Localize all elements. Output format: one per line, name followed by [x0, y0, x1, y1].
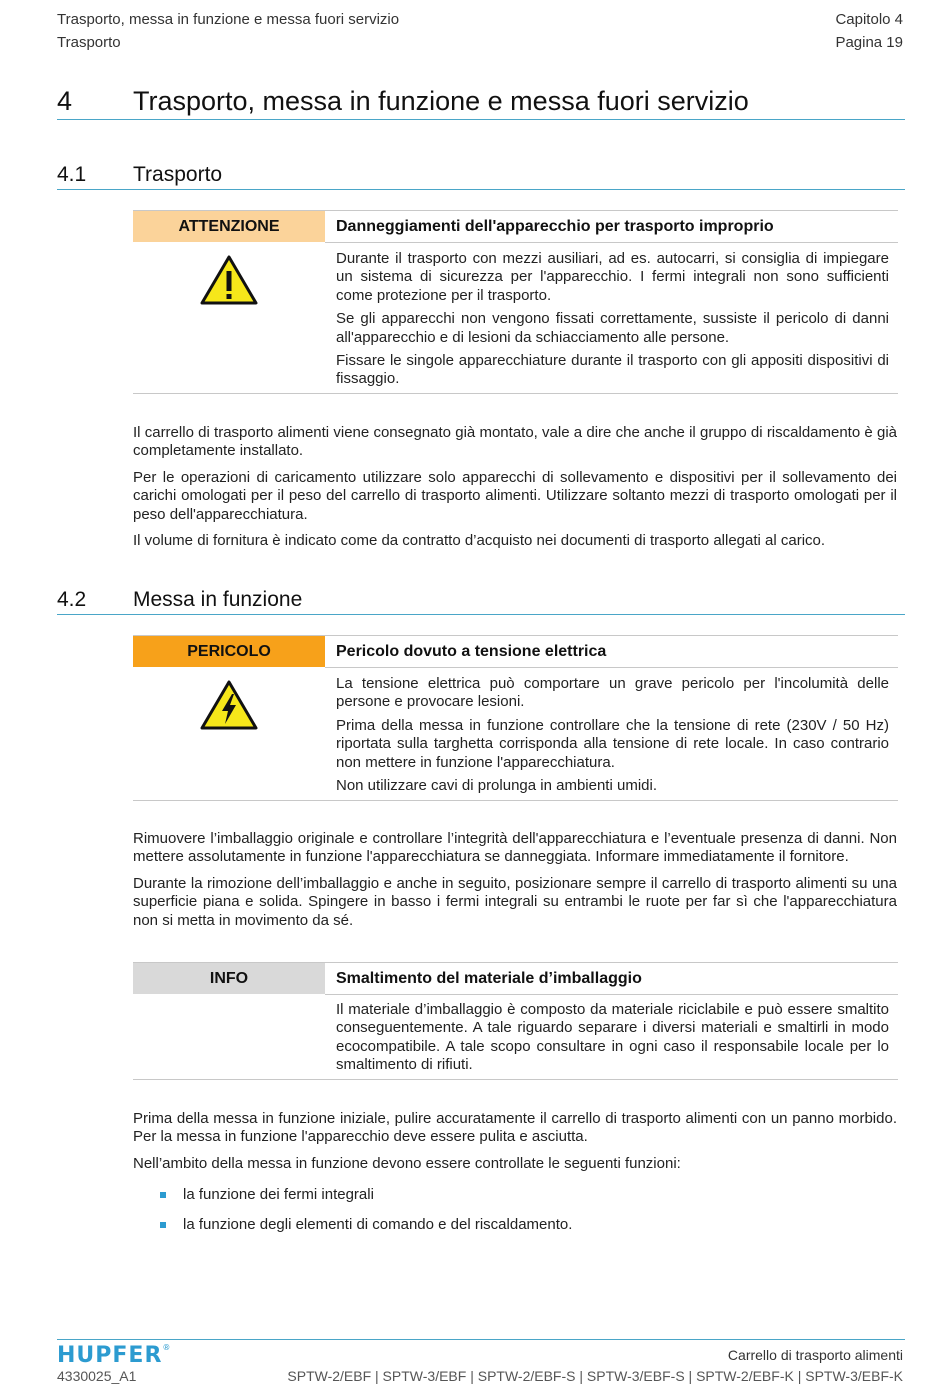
final-text: [133, 1110, 897, 1173]
registered-mark: ®: [162, 1343, 172, 1352]
info-paragraph-1: Il materiale d’imballaggio è composto da materiale riciclabile e può essere smaltito conseguentemente. A tale riguardo separare i diversi materiali e smaltirli in modo ecocompatibile. A tale scopo consultare in ogni caso il responsabile locale per lo smaltimento di rifiuti.: [336, 1001, 889, 1074]
hupfer-logo: [57, 1343, 171, 1368]
danger-title: Pericolo dovuto a tensione elettrica: [336, 643, 607, 660]
section-41-title: Trasporto: [133, 163, 223, 186]
info-title: Smaltimento del materiale d’imballaggio: [336, 970, 642, 987]
list-item-text: la funzione dei fermi integrali: [183, 1186, 374, 1203]
heading1-rule: [57, 119, 905, 120]
high-voltage-icon: [200, 680, 258, 735]
section-42-rule: [57, 614, 905, 615]
info-box: [133, 962, 898, 1081]
attention-paragraph-3: Fissare le singole apparecchiature durante il trasporto con gli appositi dispositivi di fissaggio.: [336, 352, 889, 388]
attention-title: Danneggiamenti dell'apparecchio per trasporto improprio: [336, 218, 774, 235]
footer-models: SPTW-2/EBF | SPTW-3/EBF | SPTW-2/EBF-S | SPTW-3/EBF-S | SPTW-2/EBF-K | SPTW-3/EBF-K: [287, 1368, 903, 1384]
final-paragraph-2: Nell’ambito della messa in funzione devono essere controllate le seguenti funzioni:: [133, 1154, 681, 1172]
attention-label: ATTENZIONE: [133, 211, 325, 242]
footer-product: Carrello di trasporto alimenti: [727, 1347, 903, 1363]
section-41-number: 4.1: [57, 163, 87, 186]
list-item-text: la funzione degli elementi di comando e del riscaldamento.: [183, 1216, 573, 1233]
header-chapter-title: Trasporto, messa in funzione e messa fuori servizio: [57, 11, 400, 28]
final-paragraph-1: Prima della messa in funzione iniziale, pulire accuratamente il carrello di trasporto alimenti con un panno morbido. Per la messa in funzione l'apparecchio deve essere pulita e asciutta.: [133, 1110, 897, 1146]
transport-paragraph-2: Per le operazioni di caricamento utilizzare solo apparecchi di sollevamento e dispositivi per il sollevamento dei carichi omologati per il peso del carrello di trasporto alimenti. Utilizzare soltanto mezzi di trasporto omologati per il peso dell'apparecchiatura.: [133, 468, 897, 523]
heading1-title: Trasporto, messa in funzione e messa fuori servizio: [133, 86, 749, 116]
transport-paragraph-1: Il carrello di trasporto alimenti viene consegnato già montato, vale a dire che anche il gruppo di riscaldamento è già completamente installato.: [133, 424, 897, 460]
attention-box: [133, 210, 898, 395]
attention-body: [336, 250, 889, 394]
danger-paragraph-2: Prima della messa in funzione controllare che la tensione di rete (230V / 50 Hz) riportata sulla targhetta corrisponda alla tensione di rete locale. In caso contrario non mettere in funzione l'apparecchiatura.: [336, 716, 889, 771]
section-41-rule: [57, 189, 905, 190]
danger-paragraph-1: La tensione elettrica può comportare un grave pericolo per l'incolumità delle persone e provocare lesioni.: [336, 675, 889, 711]
logo-text: HUPFER: [57, 1343, 163, 1368]
function-checklist: [133, 1186, 897, 1246]
danger-paragraph-3: Non utilizzare cavi di prolunga in ambienti umidi.: [336, 777, 657, 795]
list-item: [133, 1216, 897, 1246]
attention-paragraph-1: Durante il trasporto con mezzi ausiliari, ad es. autocarri, si consiglia di impiegare un sistema di sicurezza per l'apparecchio. I fermi integrali non sono sufficienti come protezione per il trasporto.: [336, 250, 889, 304]
header-chapter-label: Capitolo 4: [835, 11, 903, 28]
warning-exclamation-icon: [200, 255, 258, 310]
transport-text: [133, 424, 897, 550]
header-page-label: Pagina 19: [835, 34, 903, 51]
setup-paragraph-1: Rimuovere l’imballaggio originale e controllare l’integrità dell'apparecchiatura e l’eventuale presenza di danni. Non mettere assolutamente in funzione l'apparecchiatura se danneggiata. Informare immediatamente il fornitore.: [133, 830, 897, 866]
danger-label: PERICOLO: [133, 636, 325, 667]
list-item: [133, 1186, 897, 1216]
danger-body: [336, 675, 889, 800]
heading1-number: 4: [57, 86, 73, 116]
section-42-number: 4.2: [57, 588, 87, 611]
footer-rule: [57, 1339, 905, 1340]
info-label: INFO: [133, 963, 325, 994]
section-42-title: Messa in funzione: [133, 588, 303, 611]
footer-doc-number: 4330025_A1: [57, 1368, 137, 1384]
bullet-square-icon: [160, 1222, 166, 1228]
setup-paragraph-2: Durante la rimozione dell’imballaggio e anche in seguito, posizionare sempre il carrello di trasporto alimenti su una superficie piana e solida. Spingere in basso i fermi integrali su entrambi le ruote per far sì che l'apparecchiatura non si metta in movimento da sé.: [133, 874, 897, 929]
info-body: [336, 1001, 889, 1080]
danger-box: [133, 635, 898, 802]
setup-text: [133, 830, 897, 930]
header-section: Trasporto: [57, 34, 121, 51]
attention-paragraph-2: Se gli apparecchi non vengono fissati correttamente, sussiste il pericolo di danni all'apparecchio e di lesioni da schiacciamento alle persone.: [336, 310, 889, 346]
transport-paragraph-3: Il volume di fornitura è indicato come da contratto d’acquisto nei documenti di trasporto allegati al carico.: [133, 532, 826, 550]
bullet-square-icon: [160, 1192, 166, 1198]
